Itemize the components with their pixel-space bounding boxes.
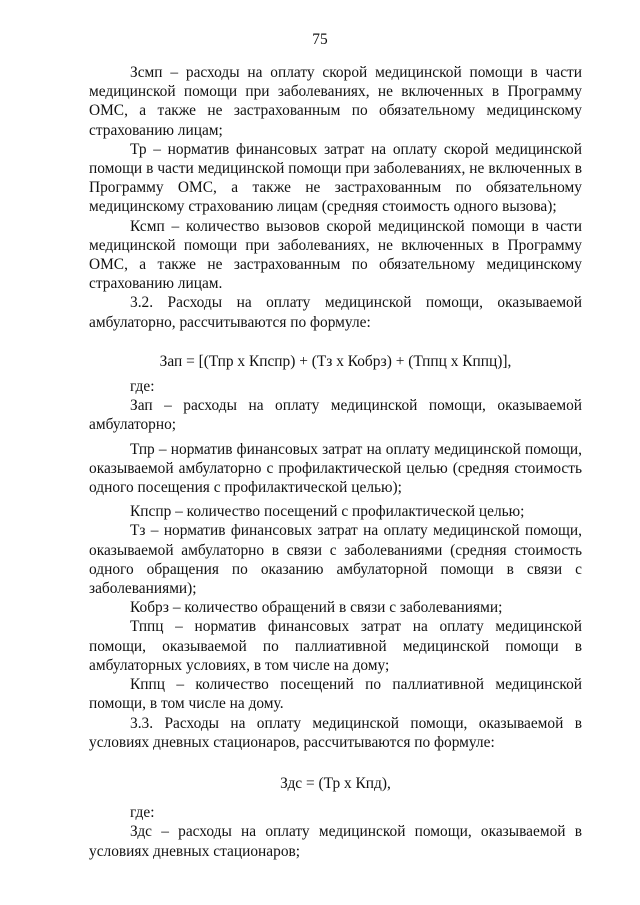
- paragraph-zap-definition: Зап – расходы на оплату медицинской помощи, оказываемой амбулаторно;: [89, 397, 582, 434]
- paragraph-ksmp-definition: Ксмп – количество вызовов скорой медицинской помощи в части медицинской помощи при заболеваниях, не включенных в Программу ОМС, а также не застрахованным по обязательному медицинскому страхованию лицам.: [89, 217, 582, 293]
- where-label: где:: [130, 378, 155, 396]
- document-body: [89, 63, 582, 861]
- paragraph-kppc-definition: Кппц – количество посещений по паллиативной медицинской помощи, в том числе на дому.: [89, 676, 582, 713]
- paragraph-tpr-definition: Тпр – норматив финансовых затрат на оплату медицинской помощи, оказываемой амбулаторно с профилактической целью (средняя стоимость одного посещения с профилактической целью);: [89, 440, 582, 497]
- formula-zap: Зап = [(Тпр х Кпспр) + (Тз х Кобрз) + (Тппц х Кппц)],: [159, 352, 512, 370]
- paragraph-zds-definition: Здс – расходы на оплату медицинской помощи, оказываемой в условиях дневных стационаров;: [89, 823, 582, 860]
- paragraph-tppc-definition: Тппц – норматив финансовых затрат на оплату медицинской помощи, оказываемой по паллиативной медицинской помощи в амбулаторных условиях, в том числе на дому;: [89, 618, 582, 674]
- paragraph-kpspr-definition: Кпспр – количество посещений с профилактической целью;: [130, 503, 525, 521]
- paragraph-zsmp-definition: Зсмп – расходы на оплату скорой медицинской помощи в части медицинской помощи при заболеваниях, не включенных в Программу ОМС, а также не застрахованным по обязательному медицинскому страхованию лицам;: [89, 64, 582, 139]
- paragraph-tr-definition: Тр – норматив финансовых затрат на оплату скорой медицинской помощи в части медицинской помощи при заболеваниях, не включенных в Программу ОМС, а также не застрахованным по обязательному медицинскому страхованию лицам (средняя стоимость одного вызова);: [89, 140, 582, 216]
- page-number: 75: [312, 31, 328, 48]
- paragraph-tz-definition: Тз – норматив финансовых затрат на оплату медицинской помощи, оказываемой амбулаторно в связи с заболеваниями (средняя стоимость одного обращения по оказанию амбулаторной помощи в связи с заболеваниями);: [89, 522, 582, 598]
- where-label-2: где:: [130, 804, 155, 822]
- paragraph-section-3-2: 3.2. Расходы на оплату медицинской помощи, оказываемой амбулаторно, рассчитываются по формуле:: [89, 294, 582, 331]
- paragraph-kobrz-definition: Кобрз – количество обращений в связи с заболеваниями;: [130, 599, 503, 617]
- paragraph-section-3-3: 3.3. Расходы на оплату медицинской помощи, оказываемой в условиях дневных стационаров, рассчитываются по формуле:: [89, 714, 582, 751]
- formula-zds: Здс = (Тр х Кпд),: [280, 774, 391, 792]
